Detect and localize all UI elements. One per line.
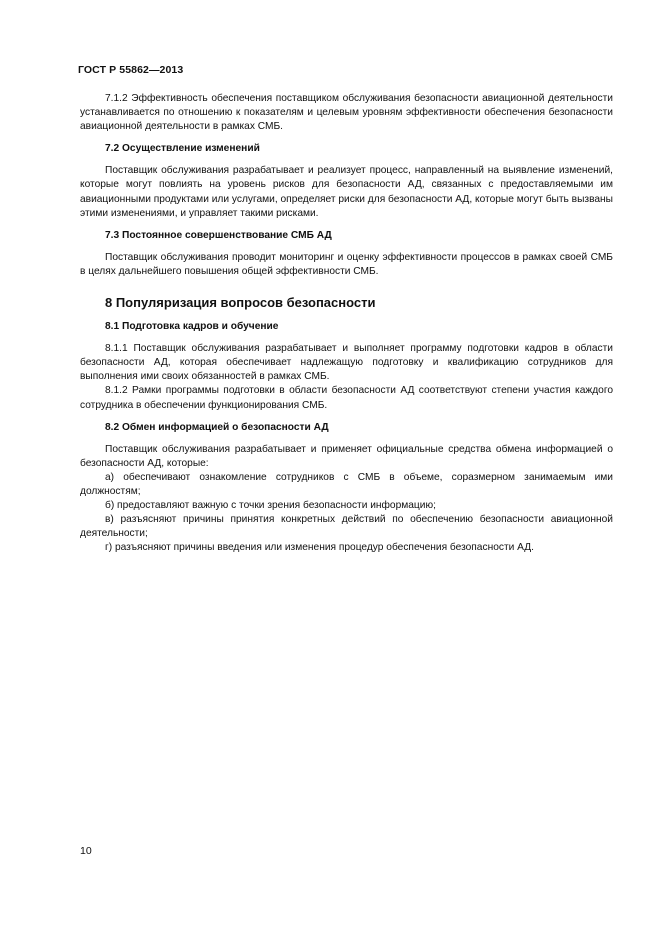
section-title-7-3: 7.3 Постоянное совершенствование СМБ АД (105, 229, 332, 241)
section-title-8-1: 8.1 Подготовка кадров и обучение (105, 321, 279, 333)
paragraph-8-1-2: 8.1.2 Рамки программы подготовки в области безопасности АД соответствуют степени участия каждого сотрудника в обеспечении функционирования СМБ. (80, 385, 613, 411)
list-item-c: в) разъясняют причины принятия конкретных действий по обеспечению безопасности авиационной деятельности; (80, 514, 613, 540)
page-content (80, 92, 613, 555)
paragraph-8-2-intro: Поставщик обслуживания разрабатывает и применяет официальные средства обмена информацией о безопасности АД, которые: (80, 443, 613, 469)
page-number: 10 (80, 845, 92, 857)
list-item-a: а) обеспечивают ознакомление сотрудников с СМБ в объеме, соразмерном занимаемым ими должностям; (80, 471, 613, 497)
paragraph-8-1-1: 8.1.1 Поставщик обслуживания разрабатывает и выполняет программу подготовки кадров в области безопасности АД, которая обеспечивает надлежащую подготовку и квалификацию сотрудников для выполнения ими своих обязанностей в рамках СМБ. (80, 343, 613, 383)
section-title-7-2: 7.2 Осуществление изменений (105, 143, 260, 155)
list-item-d: г) разъясняют причины введения или изменения процедур обеспечения безопасности АД. (105, 542, 535, 554)
list-item-b: б) предоставляют важную с точки зрения безопасности информацию; (105, 500, 436, 512)
paragraph-7-3: Поставщик обслуживания проводит мониторинг и оценку эффективности процессов в рамках своей СМБ в целях дальнейшего повышения общей эффективности СМБ. (80, 251, 613, 277)
section-title-8-2: 8.2 Обмен информацией о безопасности АД (105, 421, 329, 433)
chapter-title-8: 8 Популяризация вопросов безопасности (105, 295, 376, 311)
paragraph-7-2: Поставщик обслуживания разрабатывает и реализует процесс, направленный на выявление изменений, которые могут повлиять на уровень рисков для безопасности АД, связанных с предоставляемыми им авиационными продуктами или услугами, определяет риски для безопасности АД, которые могут быть вызваны этими изменениями, и управляет такими рисками. (80, 165, 613, 219)
standard-code: ГОСТ Р 55862—2013 (78, 64, 184, 76)
paragraph-7-1-2: 7.1.2 Эффективность обеспечения поставщиком обслуживания безопасности авиационной деятельности устанавливается по отношению к показателям и целевым уровням эффективности обеспечения безопасности авиационной деятельности в рамках СМБ. (80, 93, 613, 133)
